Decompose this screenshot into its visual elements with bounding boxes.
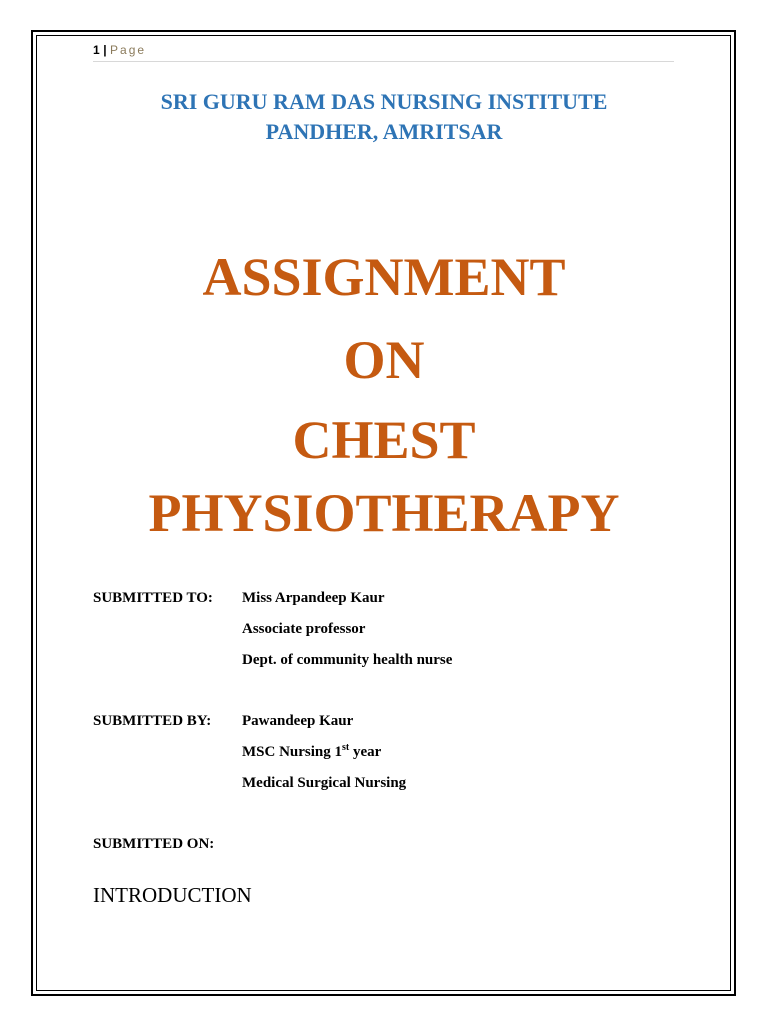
title-line-1: ASSIGNMENT	[202, 247, 566, 307]
section-heading: INTRODUCTION	[93, 883, 252, 907]
submitted-by-label: SUBMITTED BY:	[93, 713, 212, 729]
submitted-to-department: Dept. of community health nurse	[242, 652, 453, 668]
submitted-to-label: SUBMITTED TO:	[93, 590, 213, 606]
header-separator: |	[103, 43, 108, 57]
title-line-4: PHYSIOTHERAPY	[148, 483, 620, 543]
title-line-3: CHEST	[292, 410, 476, 470]
header-rule	[93, 61, 674, 62]
submitted-by-course	[242, 742, 381, 762]
submitted-by-specialty: Medical Surgical Nursing	[242, 775, 407, 791]
title-line-2: ON	[343, 330, 425, 390]
course-superscript: st	[342, 742, 350, 753]
institute-location: PANDHER, AMRITSAR	[265, 119, 503, 144]
page-number: 1	[93, 43, 101, 57]
course-text: MSC Nursing 1	[242, 744, 343, 760]
institute-name: SRI GURU RAM DAS NURSING INSTITUTE	[160, 89, 608, 114]
page-label: Page	[110, 43, 147, 57]
submitted-to-designation: Associate professor	[242, 621, 366, 637]
submitted-to-name: Miss Arpandeep Kaur	[242, 590, 385, 606]
course-year: year	[349, 744, 382, 760]
page-header	[93, 43, 146, 57]
submitted-by-name: Pawandeep Kaur	[242, 713, 354, 729]
submitted-on-label: SUBMITTED ON:	[93, 836, 215, 852]
